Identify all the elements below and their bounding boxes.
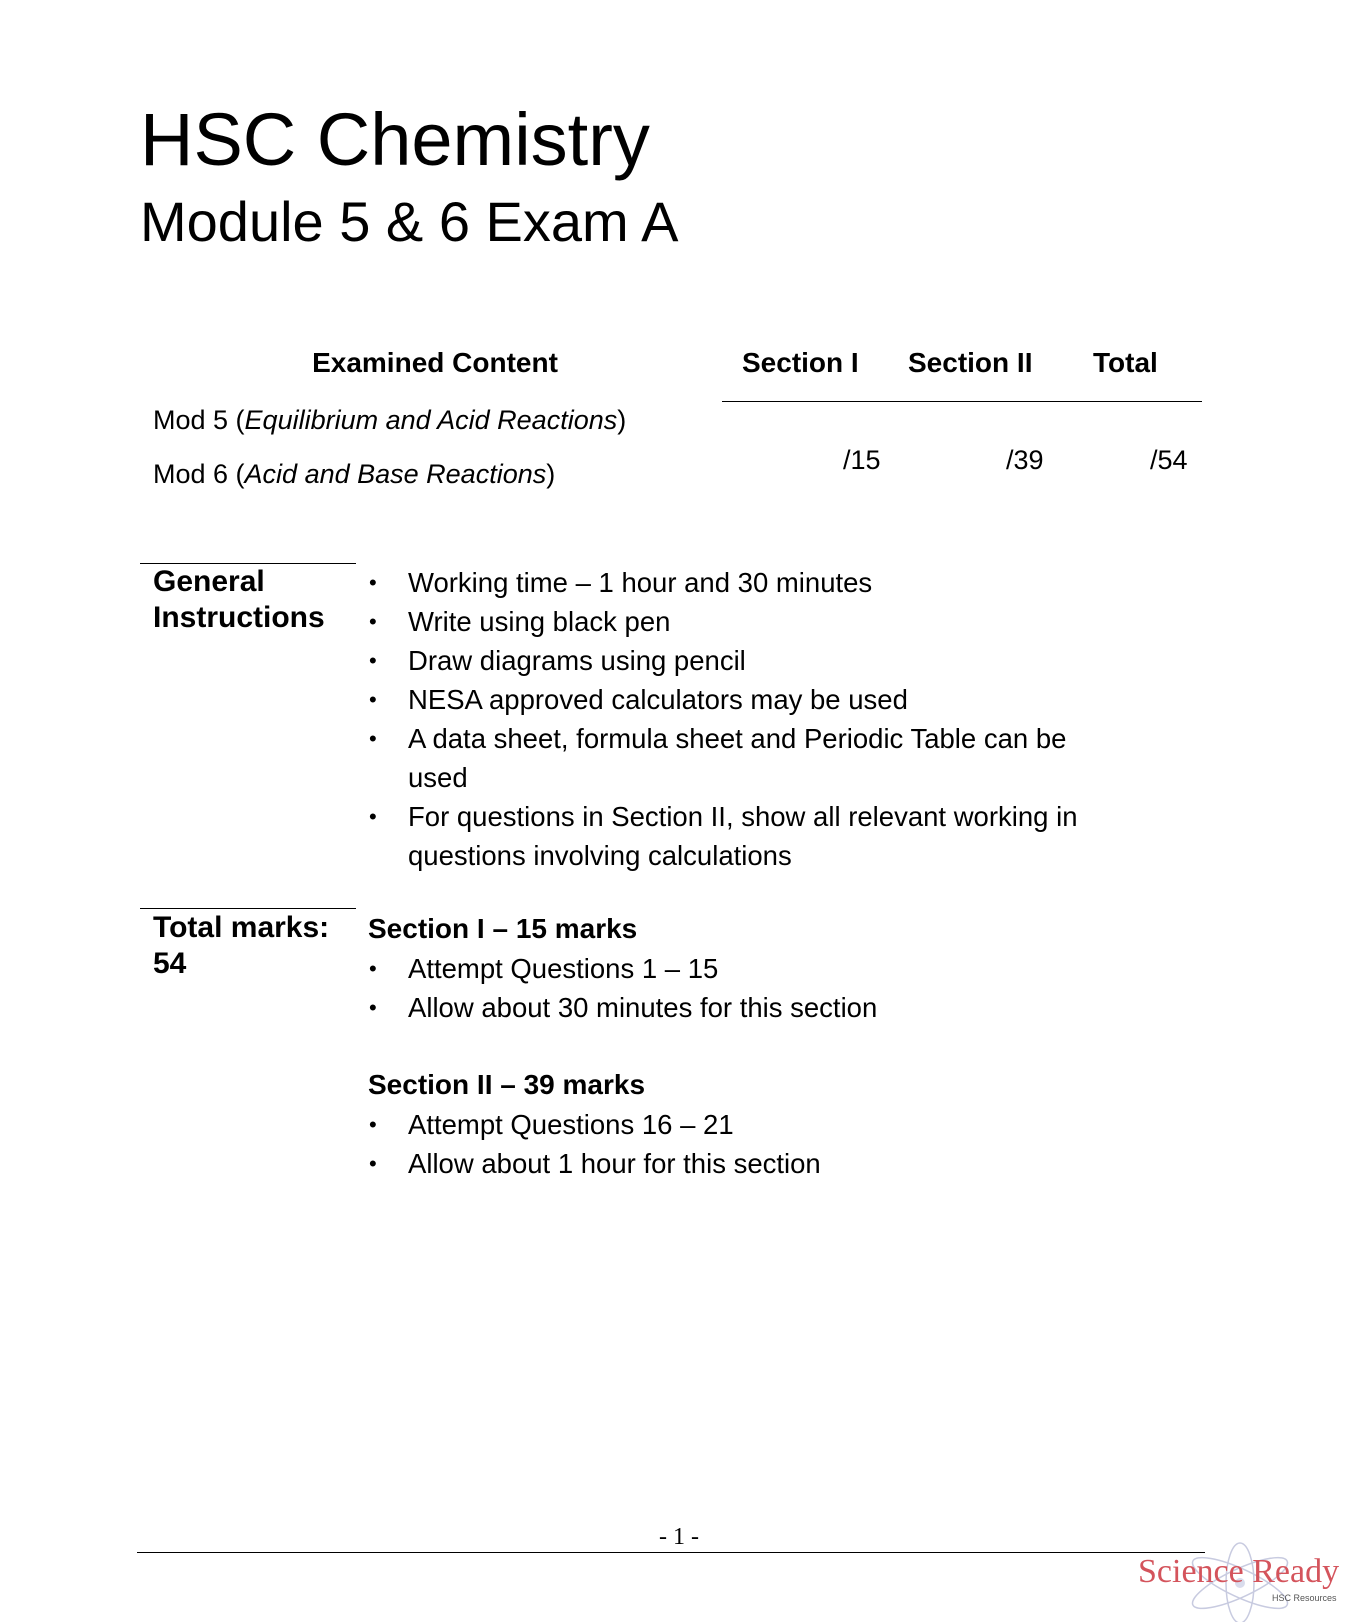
list-item: • NESA approved calculators may be used	[364, 680, 1144, 719]
bullet-icon: •	[369, 1151, 377, 1176]
col-header-section-2: Section II	[908, 347, 1033, 378]
bullet-icon: •	[369, 804, 377, 829]
section-1-list	[364, 949, 1144, 1027]
table-header-divider	[722, 401, 1202, 402]
module-topic: Acid and Base Reactions	[244, 459, 547, 489]
bullet-icon: •	[369, 956, 377, 981]
label-line: General	[153, 565, 265, 598]
footer-divider	[137, 1552, 1205, 1553]
total-marks-divider	[140, 908, 356, 909]
logo-subtext: HSC Resources	[1272, 1593, 1337, 1603]
section-1-score: /15	[843, 445, 881, 475]
list-item: • A data sheet, formula sheet and Periodic Table can be used	[364, 719, 1108, 797]
list-item: • Allow about 30 minutes for this section	[364, 988, 1144, 1027]
bullet-icon: •	[369, 995, 377, 1020]
section-2-score: /39	[1006, 445, 1044, 475]
col-header-total: Total	[1093, 347, 1158, 378]
total-score: /54	[1150, 445, 1188, 475]
module-suffix: )	[617, 405, 627, 435]
module-topic: Equilibrium and Acid Reactions	[244, 405, 618, 435]
bullet-icon: •	[369, 570, 377, 595]
section-2-heading: Section II – 39 marks	[368, 1069, 646, 1100]
label-line: 54	[153, 947, 187, 980]
bullet-icon: •	[369, 726, 377, 751]
module-prefix: Mod 5 (	[153, 405, 245, 435]
module-row-6	[153, 457, 555, 491]
bullet-icon: •	[369, 687, 377, 712]
bullet-icon: •	[369, 1112, 377, 1137]
col-header-section-1: Section I	[742, 347, 859, 378]
document-title: HSC Chemistry	[140, 98, 650, 181]
col-header-examined-content: Examined Content	[312, 347, 558, 378]
bullet-icon: •	[369, 648, 377, 673]
document-subtitle: Module 5 & 6 Exam A	[140, 190, 679, 253]
label-line: Instructions	[153, 601, 325, 634]
module-prefix: Mod 6 (	[153, 459, 245, 489]
module-row-5	[153, 403, 626, 437]
list-item: • Working time – 1 hour and 30 minutes	[364, 563, 1144, 602]
logo-wordmark: Science Ready	[1138, 1553, 1340, 1590]
general-instructions-list	[364, 563, 1144, 875]
page-number: - 1 -	[659, 1524, 699, 1550]
list-item: • Write using black pen	[364, 602, 1144, 641]
label-line: Total marks:	[153, 911, 330, 944]
total-marks-label	[153, 910, 363, 982]
section-1-heading: Section I – 15 marks	[368, 913, 638, 944]
list-item: • Allow about 1 hour for this section	[364, 1144, 1144, 1183]
general-instructions-label	[153, 564, 353, 636]
list-item: • Attempt Questions 1 – 15	[364, 949, 1144, 988]
module-suffix: )	[546, 459, 556, 489]
list-item: • Draw diagrams using pencil	[364, 641, 1144, 680]
list-item: • For questions in Section II, show all relevant working in questions involving calculations	[364, 797, 1138, 875]
bullet-icon: •	[369, 609, 377, 634]
list-item: • Attempt Questions 16 – 21	[364, 1105, 1144, 1144]
section-2-list	[364, 1105, 1144, 1183]
